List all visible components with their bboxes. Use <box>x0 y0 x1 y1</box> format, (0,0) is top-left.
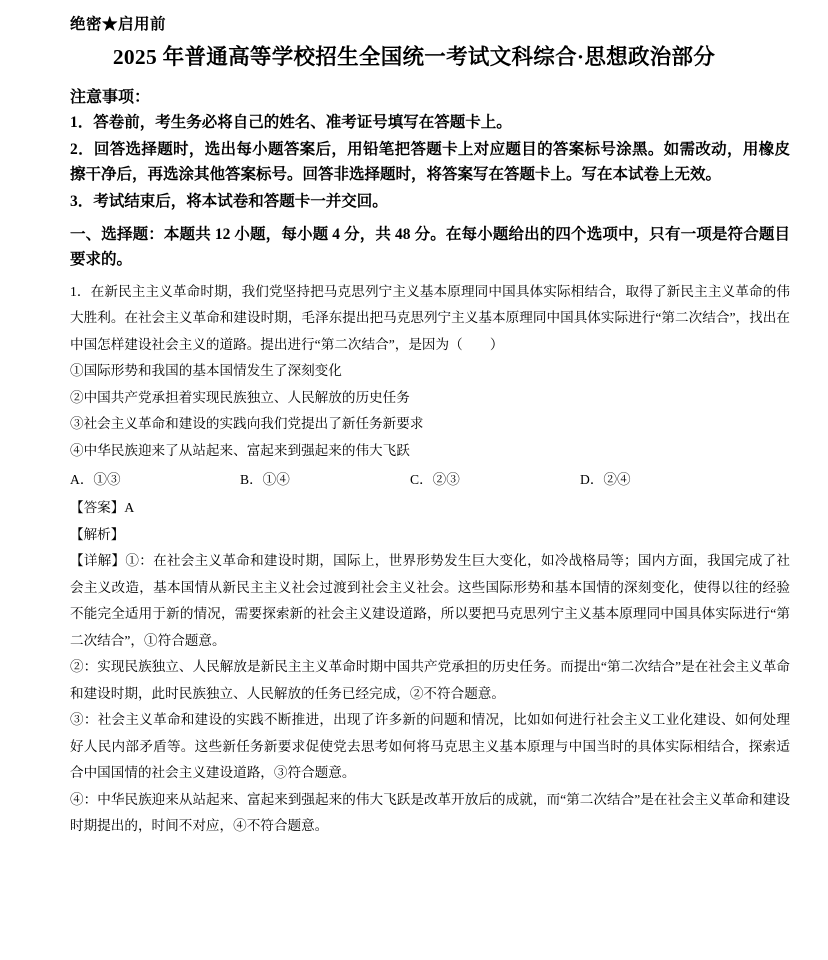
explanation-paragraph: ②：实现民族独立、人民解放是新民主主义革命时期中国共产党承担的历史任务。而提出“第二次结合”是在社会主义革命和建设时期，此时民族独立、人民解放的任务已经完成，②不符合题意。 <box>70 659 790 701</box>
notice-item: 3．考试结束后，将本试卷和答题卡一并交回。 <box>70 193 388 211</box>
page-title: 2025 年普通高等学校招生全国统一考试文科综合·思想政治部分 <box>112 45 716 69</box>
explanation-paragraph: ③：社会主义革命和建设的实践不断推进，出现了许多新的问题和情况，比如如何进行社会主义工业化建设、如何处理好人民内部矛盾等。这些新任务新要求促使党去思考如何将马克思主义基本原理与中国当时的具体实际相结合，探索适合中国国情的社会主义建设道路，③符合题意。 <box>70 712 790 781</box>
explanation-paragraph: 【详解】①：在社会主义革命和建设时期，国际上，世界形势发生巨大变化，如冷战格局等；国内方面，我国完成了社会主义改造，基本国情从新民主主义社会过渡到社会主义社会。这些国际形势和基本国情的深刻变化，使得以往的经验不能完全适用于新的情况，需要探索新的社会主义建设道路，所以要把马克思列宁主义基本原理同中国具体实际进行“第二次结合”，①符合题意。 <box>70 553 790 648</box>
answer-line: 【答案】A <box>70 500 135 516</box>
choice-c[interactable]: C．②③ <box>410 472 460 488</box>
analysis-label: 【解析】 <box>70 526 125 542</box>
notice-item: 2．回答选择题时，选出每小题答案后，用铅笔把答题卡上对应题目的答案标号涂黑。如需改动，用橡皮擦干净后，再选涂其他答案标号。回答非选择题时，将答案写在答题卡上。写在本试卷上无效。 <box>70 141 790 184</box>
choice-d[interactable]: D．②④ <box>580 472 631 488</box>
choice-b[interactable]: B．①④ <box>240 472 290 488</box>
question-stem-text: 在新民主主义革命时期，我们党坚持把马克思列宁主义基本原理同中国具体实际相结合，取得了新民主主义革命的伟大胜利。在社会主义革命和建设时期，毛泽东提出把马克思列宁主义基本原理同中国具体实际进行“第二次结合”，找出在中国怎样建设社会主义的道路。提出进行“第二次结合”，是因为（ ） <box>70 283 791 352</box>
question-stem <box>70 279 790 359</box>
secret-label: 绝密★启用前 <box>70 16 167 33</box>
notice-heading: 注意事项： <box>70 88 151 106</box>
notice-item: 1．答卷前，考生务必将自己的姓名、准考证号填写在答题卡上。 <box>70 113 512 131</box>
question-option: ④中华民族迎来了从站起来、富起来到强起来的伟大飞跃 <box>70 442 410 458</box>
question-number: 1． <box>70 283 91 299</box>
question-option: ②中国共产党承担着实现民族独立、人民解放的历史任务 <box>70 389 410 405</box>
choice-a[interactable]: A．①③ <box>70 472 121 488</box>
section-heading: 一、选择题：本题共 12 小题，每小题 4 分，共 48 分。在每小题给出的四个选项中，只有一项是符合题目要求的。 <box>70 226 790 269</box>
answer-choices <box>70 466 790 493</box>
explanation-paragraph: ④：中华民族迎来从站起来、富起来到强起来的伟大飞跃是改革开放后的成就，而“第二次结合”是在社会主义革命和建设时期提出的，时间不对应，④不符合题意。 <box>70 791 790 834</box>
question-option: ③社会主义革命和建设的实践向我们党提出了新任务新要求 <box>70 416 424 432</box>
question-option: ①国际形势和我国的基本国情发生了深刻变化 <box>70 363 342 379</box>
